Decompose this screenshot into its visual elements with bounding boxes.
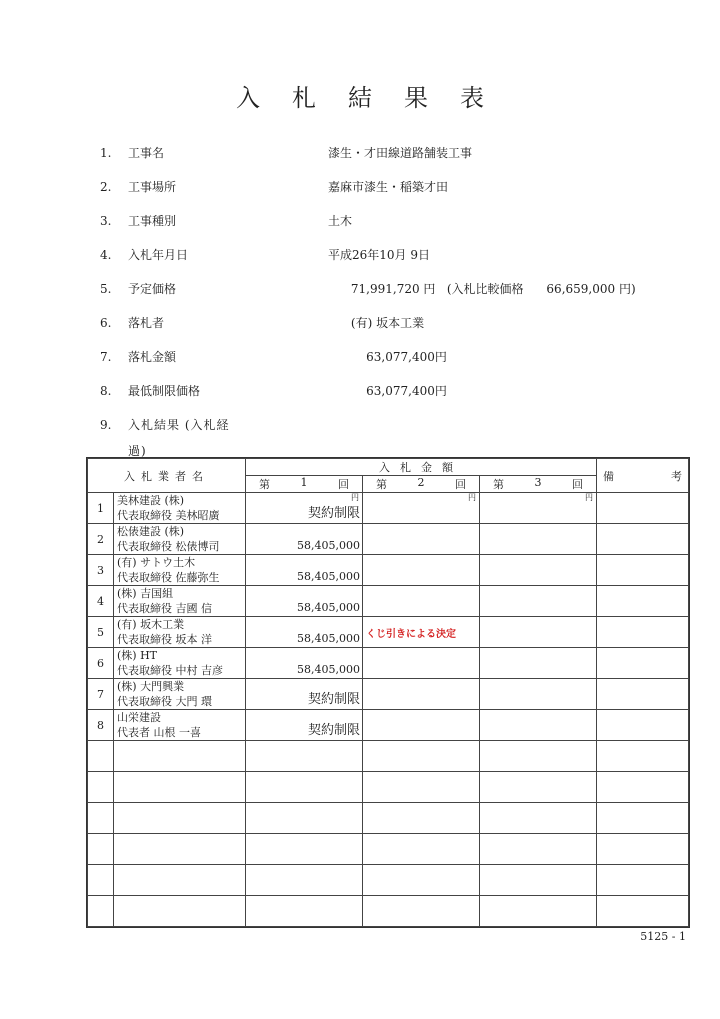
- row-number: 4: [88, 586, 114, 617]
- round-2-amount: [363, 710, 480, 741]
- table-row: [88, 586, 689, 617]
- company-name: (有) 坂木工業: [117, 618, 185, 631]
- info-value: 63,077,400円: [328, 350, 447, 364]
- info-row: [100, 140, 700, 174]
- representative: 代表取締役 大門 環: [117, 695, 212, 708]
- note-cell: [597, 493, 689, 524]
- row-number: 1: [88, 493, 114, 524]
- header-note-char: 考: [671, 469, 683, 483]
- info-number: 2.: [100, 180, 112, 194]
- empty-cell: [114, 803, 246, 834]
- row-number: 8: [88, 710, 114, 741]
- info-value: 平成26年10月 9日: [328, 248, 430, 262]
- empty-cell: [88, 741, 114, 772]
- company-name: 山栄建設: [117, 711, 161, 724]
- info-value: 漆生・才田線道路舗装工事: [328, 146, 473, 160]
- bid-value: 契約制限: [307, 506, 360, 521]
- empty-cell: [597, 741, 689, 772]
- bid-value: 58,405,000: [297, 663, 360, 676]
- empty-cell: [88, 896, 114, 927]
- yen-unit: 円: [585, 493, 594, 502]
- round-3-amount: [480, 710, 597, 741]
- bidder-cell: [114, 648, 246, 679]
- empty-cell: [480, 896, 597, 927]
- info-label: 落札者: [128, 316, 165, 330]
- empty-cell: [114, 772, 246, 803]
- empty-cell: [88, 865, 114, 896]
- info-number: 3.: [100, 214, 112, 228]
- round-label-part: 3: [534, 476, 542, 489]
- bid-value: 契約制限: [307, 723, 360, 738]
- note-cell: [597, 648, 689, 679]
- note-cell: [597, 524, 689, 555]
- empty-cell: [88, 803, 114, 834]
- row-number: 2: [88, 524, 114, 555]
- table-row-empty: [88, 865, 689, 896]
- bidder-cell: [114, 555, 246, 586]
- note-cell: [597, 679, 689, 710]
- company-name: (有) サトウ土木: [117, 556, 196, 569]
- round-1-amount: [246, 555, 363, 586]
- company-name: 美林建設 (株): [117, 494, 185, 507]
- empty-cell: [363, 865, 480, 896]
- info-row: [100, 208, 700, 242]
- empty-cell: [88, 834, 114, 865]
- empty-cell: [597, 772, 689, 803]
- header-round-1: [246, 476, 363, 493]
- info-row: [100, 174, 700, 208]
- info-row: [100, 378, 700, 412]
- round-label-part: 回: [455, 478, 466, 491]
- bid-value: 58,405,000: [297, 601, 360, 614]
- empty-cell: [480, 865, 597, 896]
- representative: 代表取締役 佐藤弥生: [117, 571, 220, 584]
- empty-cell: [363, 741, 480, 772]
- representative: 代表取締役 中村 吉彦: [117, 664, 223, 677]
- header-bid-amount: 入札金額: [246, 459, 597, 476]
- table-row-empty: [88, 772, 689, 803]
- round-3-amount: [480, 555, 597, 586]
- round-2-amount: [363, 586, 480, 617]
- empty-cell: [363, 772, 480, 803]
- company-name: (株) HT: [117, 649, 158, 662]
- company-name: 松俵建設 (株): [117, 525, 185, 538]
- company-name: (株) 吉国組: [117, 587, 174, 600]
- empty-cell: [246, 803, 363, 834]
- info-value: 63,077,400円: [328, 384, 447, 398]
- round-2-amount: [363, 555, 480, 586]
- round-3-amount: [480, 586, 597, 617]
- row-number: 3: [88, 555, 114, 586]
- table-row: [88, 555, 689, 586]
- info-row: [100, 310, 700, 344]
- info-section: [100, 140, 700, 458]
- round-label-part: 第: [376, 478, 387, 491]
- note-cell: [597, 586, 689, 617]
- table-row-empty: [88, 834, 689, 865]
- note-cell: [597, 555, 689, 586]
- info-row: [100, 344, 700, 378]
- info-number: 8.: [100, 384, 112, 398]
- header-company-name: 入札業者名: [88, 459, 246, 493]
- empty-cell: [597, 896, 689, 927]
- empty-cell: [597, 865, 689, 896]
- empty-cell: [363, 896, 480, 927]
- info-row: [100, 242, 700, 276]
- round-2-amount: [363, 524, 480, 555]
- bid-value: 58,405,000: [297, 570, 360, 583]
- info-label: 工事種別: [128, 214, 177, 228]
- table-row-empty: [88, 803, 689, 834]
- info-label: 入札結果 (入札経過): [128, 418, 230, 458]
- round-3-amount: [480, 679, 597, 710]
- table-row: [88, 679, 689, 710]
- info-number: 5.: [100, 282, 112, 296]
- company-name: (株) 大門興業: [117, 680, 185, 693]
- page-title: 入札結果表: [236, 84, 516, 112]
- lottery-decision-note: くじ引きによる決定: [366, 628, 456, 640]
- bid-value: 契約制限: [307, 692, 360, 707]
- info-number: 4.: [100, 248, 112, 262]
- row-number: 6: [88, 648, 114, 679]
- round-3-amount: [480, 524, 597, 555]
- empty-cell: [597, 803, 689, 834]
- yen-unit: 円: [468, 493, 476, 502]
- table-row: [88, 648, 689, 679]
- empty-cell: [597, 834, 689, 865]
- info-value: (有) 坂本工業: [328, 316, 425, 330]
- note-cell: [597, 617, 689, 648]
- round-3-amount: [480, 648, 597, 679]
- empty-cell: [480, 834, 597, 865]
- representative: 代表者 山根 一喜: [117, 726, 201, 739]
- bidder-cell: [114, 493, 246, 524]
- info-row: [100, 412, 700, 458]
- empty-cell: [88, 772, 114, 803]
- info-label: 入札年月日: [128, 248, 189, 262]
- table-row-empty: [88, 896, 689, 927]
- round-3-amount: [480, 617, 597, 648]
- empty-cell: [363, 803, 480, 834]
- empty-cell: [114, 896, 246, 927]
- bidder-cell: [114, 710, 246, 741]
- round-2-amount: [363, 617, 480, 648]
- info-value: 71,991,720 円 (入札比較価格 66,659,000 円): [328, 282, 636, 296]
- header-note: [597, 459, 689, 493]
- info-label: 予定価格: [128, 282, 177, 296]
- representative: 代表取締役 美林昭廣: [117, 509, 220, 522]
- header-round-2: [363, 476, 480, 493]
- info-label: 最低制限価格: [128, 384, 201, 398]
- info-number: 9.: [100, 418, 112, 432]
- empty-cell: [480, 741, 597, 772]
- representative: 代表取締役 吉國 信: [117, 602, 212, 615]
- empty-cell: [246, 834, 363, 865]
- bidder-cell: [114, 524, 246, 555]
- table-row: [88, 617, 689, 648]
- info-number: 7.: [100, 350, 112, 364]
- note-cell: [597, 710, 689, 741]
- bid-value: 58,405,000: [297, 539, 360, 552]
- empty-cell: [246, 865, 363, 896]
- info-value: 土木: [328, 214, 353, 228]
- empty-cell: [246, 896, 363, 927]
- empty-cell: [246, 741, 363, 772]
- table-row: [88, 524, 689, 555]
- round-2-amount: [363, 648, 480, 679]
- round-1-amount: [246, 617, 363, 648]
- round-label-part: 第: [259, 478, 270, 491]
- header-note-char: 備: [603, 469, 615, 483]
- info-value: 嘉麻市漆生・稲築才田: [328, 180, 449, 194]
- bidder-cell: [114, 617, 246, 648]
- round-2-amount: [363, 679, 480, 710]
- row-number: 5: [88, 617, 114, 648]
- empty-cell: [480, 772, 597, 803]
- round-label-part: 回: [338, 478, 349, 491]
- yen-unit: 円: [351, 493, 359, 502]
- info-label: 工事場所: [128, 180, 177, 194]
- header-round-3: [480, 476, 597, 493]
- round-1-amount: [246, 648, 363, 679]
- info-label: 落札金額: [128, 350, 177, 364]
- round-label-part: 1: [300, 476, 308, 489]
- round-3-amount: [480, 493, 597, 524]
- info-number: 1.: [100, 146, 112, 160]
- info-row: [100, 276, 700, 310]
- table-header-row: [88, 459, 689, 476]
- round-label-part: 回: [572, 478, 583, 491]
- bidder-cell: [114, 586, 246, 617]
- bid-value: 58,405,000: [297, 632, 360, 645]
- round-2-amount: [363, 493, 480, 524]
- table-row-empty: [88, 741, 689, 772]
- empty-cell: [480, 803, 597, 834]
- info-label: 工事名: [128, 146, 165, 160]
- empty-cell: [246, 772, 363, 803]
- row-number: 7: [88, 679, 114, 710]
- empty-cell: [114, 741, 246, 772]
- round-1-amount: [246, 710, 363, 741]
- info-number: 6.: [100, 316, 112, 330]
- representative: 代表取締役 坂本 洋: [117, 633, 212, 646]
- bidder-cell: [114, 679, 246, 710]
- empty-cell: [114, 865, 246, 896]
- round-1-amount: [246, 586, 363, 617]
- round-1-amount: [246, 493, 363, 524]
- empty-cell: [114, 834, 246, 865]
- round-1-amount: [246, 524, 363, 555]
- round-1-amount: [246, 679, 363, 710]
- round-label-part: 第: [493, 478, 504, 491]
- page-number: 5125 - 1: [640, 930, 686, 943]
- representative: 代表取締役 松俵博司: [117, 540, 220, 553]
- bid-results-table: [87, 458, 689, 927]
- round-label-part: 2: [417, 476, 425, 489]
- empty-cell: [363, 834, 480, 865]
- table-row: [88, 710, 689, 741]
- table-row: [88, 493, 689, 524]
